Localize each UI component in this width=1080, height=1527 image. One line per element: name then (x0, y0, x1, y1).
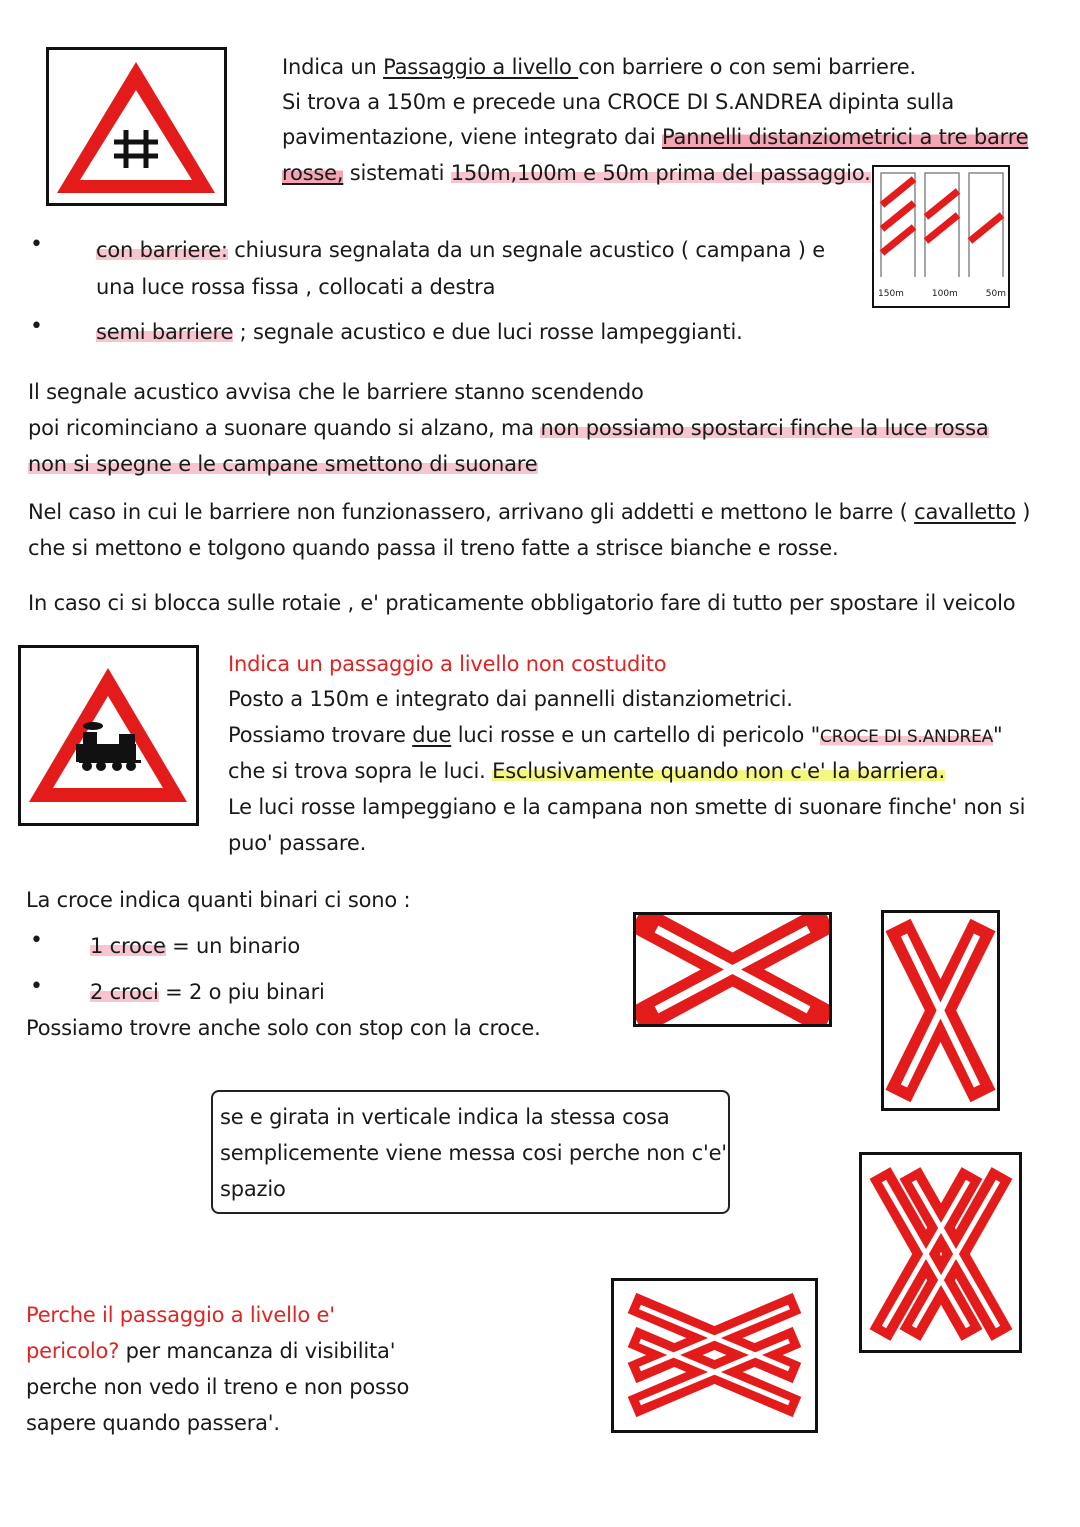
s4-line3: perche non vedo il treno e non posso (26, 1375, 410, 1399)
s1-line4: rosse, sistemati 150m,100m e 50m prima del passaggio. (282, 161, 871, 185)
barrier-crossing-sign-icon (49, 50, 224, 203)
cross-vertical-frame (881, 910, 1000, 1111)
s4-line4: sapere quando passera'. (26, 1411, 280, 1435)
panel-label: 100m (931, 289, 958, 299)
train-crossing-sign-icon (21, 648, 196, 823)
bullet-dot: • (30, 974, 43, 999)
s3-line: Possiamo trovre anche solo con stop con la croce. (26, 1016, 541, 1040)
s4-line1: Perche il passaggio a livello e' (26, 1303, 335, 1327)
s2-line2: Posto a 150m e integrato dai pannelli distanziometrici. (228, 687, 793, 711)
sign-frame-train (18, 645, 199, 826)
panel-label: 50m (985, 289, 1006, 299)
s2-title: Indica un passaggio a livello non costudito (228, 652, 667, 676)
note-line3: spazio (220, 1177, 286, 1201)
double-cross-horizontal-icon (614, 1281, 815, 1430)
distance-panels-icon (874, 167, 1008, 277)
para1-line2: poi ricominciano a suonare quando si alzano, ma non possiamo spostarci finche la luce rossa (28, 416, 989, 440)
st-andrew-cross-horizontal-icon (636, 915, 829, 1024)
bullet-dot: • (30, 314, 43, 339)
s3-bullet2: 2 croci = 2 o piu binari (90, 980, 325, 1004)
para2-line2: che si mettono e tolgono quando passa il treno fatte a strisce bianche e rosse. (28, 536, 839, 560)
s1-line2: Si trova a 150m e precede una CROCE DI S.ANDREA dipinta sulla (282, 90, 954, 114)
bullet-dot: • (30, 232, 43, 257)
distance-panels (872, 165, 1010, 308)
s2-line5: Le luci rosse lampeggiano e la campana non smette di suonare finche' non si (228, 795, 1026, 819)
s1-bullet1-line1: con barriere: chiusura segnalata da un segnale acustico ( campana ) e (96, 238, 825, 262)
note-line2: semplicemente viene messa cosi perche non c'e' (220, 1141, 727, 1165)
double-cross-vertical-icon (862, 1155, 1019, 1350)
bullet-dot: • (30, 928, 43, 953)
para1-line1: Il segnale acustico avvisa che le barriere stanno scendendo (28, 380, 644, 404)
s1-line3: pavimentazione, viene integrato dai Pannelli distanziometrici a tre barre (282, 125, 1029, 149)
sign-frame-barrier (46, 47, 227, 206)
para1-line3: non si spegne e le campane smettono di suonare (28, 452, 538, 476)
s3-intro: La croce indica quanti binari ci sono : (26, 888, 411, 912)
s2-line4: che si trova sopra le luci. Esclusivamente quando non c'e' la barriera. (228, 759, 945, 783)
st-andrew-cross-vertical-icon (884, 913, 997, 1108)
note-line1: se e girata in verticale indica la stessa cosa (220, 1105, 670, 1129)
double-cross-horizontal-frame (611, 1278, 818, 1433)
s4-line2: pericolo? per mancanza di visibilita' (26, 1339, 396, 1363)
note-box (211, 1090, 730, 1214)
s3-bullet1: 1 croce = un binario (90, 934, 300, 958)
cross-horizontal-frame (633, 912, 832, 1027)
s1-line1: Indica un Passaggio a livello con barriere o con semi barriere. (282, 55, 916, 79)
s1-bullet2: semi barriere ; segnale acustico e due luci rosse lampeggianti. (96, 320, 743, 344)
s2-line3: Possiamo trovare due luci rosse e un cartello di pericolo "CROCE DI S.ANDREA" (228, 723, 1003, 747)
para3: In caso ci si blocca sulle rotaie , e' praticamente obbligatorio fare di tutto per spostare il veicolo (28, 591, 1016, 615)
s2-line6: puo' passare. (228, 831, 367, 855)
panel-label: 150m (878, 289, 904, 299)
panel-labels (878, 289, 1010, 299)
para2-line1: Nel caso in cui le barriere non funzionassero, arrivano gli addetti e mettono le barre ( cavalletto ) (28, 500, 1031, 524)
s1-bullet1-line2: una luce rossa fissa , collocati a destra (96, 275, 496, 299)
double-cross-vertical-frame (859, 1152, 1022, 1353)
